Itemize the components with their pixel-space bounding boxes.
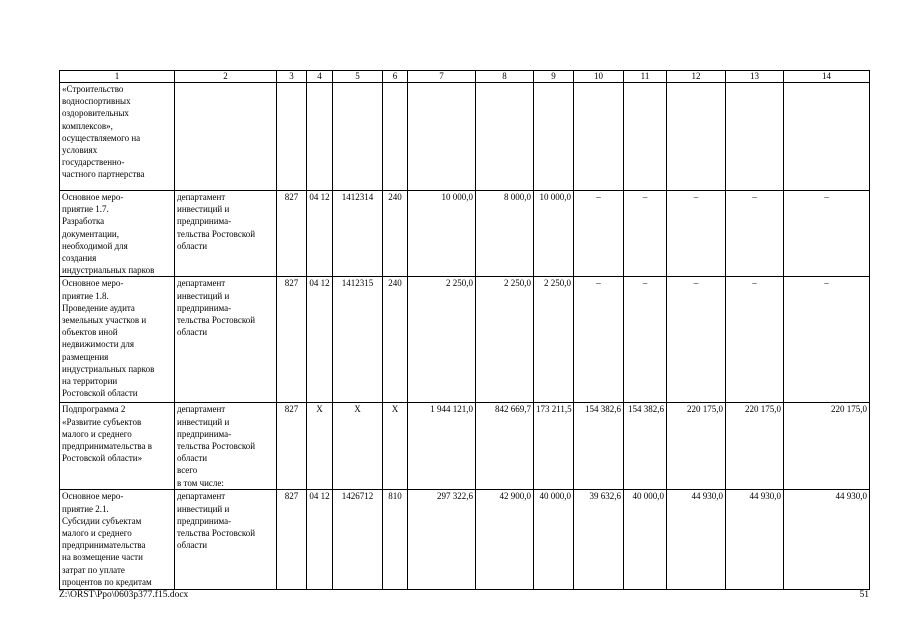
vr-cell: X xyxy=(383,403,408,490)
amount-cell: – xyxy=(726,191,784,277)
executor-cell: департамент инвестиций и предпринима- тельства Ростовской области xyxy=(175,191,277,277)
csr-cell: 1426712 xyxy=(333,490,383,590)
rzpr-cell: 04 12 xyxy=(307,490,333,590)
csr-cell: 1412314 xyxy=(333,191,383,277)
amount-cell: 8 000,0 xyxy=(476,191,534,277)
amount-cell: 44 930,0 xyxy=(667,490,726,590)
measure-name-cell: Основное меро- приятие 1.8. Проведение аудита земельных участков и объектов иной недвижимости для размещения индустриальных парков на территории Ростовской области xyxy=(60,277,175,403)
amount-cell xyxy=(574,83,624,191)
col-header: 13 xyxy=(726,71,784,83)
amount-cell: – xyxy=(574,191,624,277)
grbs-cell: 827 xyxy=(277,277,307,403)
amount-cell: – xyxy=(726,277,784,403)
amount-cell: 173 211,5 xyxy=(534,403,574,490)
table-row xyxy=(60,191,870,277)
grbs-cell: 827 xyxy=(277,403,307,490)
amount-cell: 42 900,0 xyxy=(476,490,534,590)
table-row xyxy=(60,490,870,590)
amount-cell: 44 930,0 xyxy=(726,490,784,590)
amount-cell: 2 250,0 xyxy=(408,277,476,403)
amount-cell: – xyxy=(624,277,667,403)
executor-cell: департамент инвестиций и предпринима- тельства Ростовской области xyxy=(175,490,277,590)
header-row xyxy=(60,71,870,83)
measure-name-cell: «Строительство водноспортивных оздоровительных комплексов», осуществляемого на условиях государственно- частного партнерства xyxy=(60,83,175,191)
amount-cell: 1 944 121,0 xyxy=(408,403,476,490)
table-row xyxy=(60,403,870,490)
col-header: 12 xyxy=(667,71,726,83)
amount-cell: 40 000,0 xyxy=(534,490,574,590)
measure-name-cell: Основное меро- приятие 1.7. Разработка документации, необходимой для создания индустриальных парков xyxy=(60,191,175,277)
amount-cell xyxy=(784,83,870,191)
amount-cell: 39 632,6 xyxy=(574,490,624,590)
csr-cell xyxy=(333,83,383,191)
amount-cell: 297 322,6 xyxy=(408,490,476,590)
col-header: 2 xyxy=(175,71,277,83)
amount-cell: 220 175,0 xyxy=(784,403,870,490)
measure-name-cell: Основное меро- приятие 2.1. Субсидии субъектам малого и среднего предпринимательства на возмещение части затрат по уплате процентов по кредитам xyxy=(60,490,175,590)
amount-cell: – xyxy=(784,191,870,277)
amount-cell: 2 250,0 xyxy=(476,277,534,403)
amount-cell xyxy=(476,83,534,191)
grbs-cell xyxy=(277,83,307,191)
amount-cell: 10 000,0 xyxy=(534,191,574,277)
amount-cell: 40 000,0 xyxy=(624,490,667,590)
page-number: 51 xyxy=(859,590,869,600)
col-header: 3 xyxy=(277,71,307,83)
table-row xyxy=(60,277,870,403)
amount-cell: 220 175,0 xyxy=(667,403,726,490)
amount-cell xyxy=(408,83,476,191)
vr-cell: 240 xyxy=(383,277,408,403)
col-header: 6 xyxy=(383,71,408,83)
csr-cell: 1412315 xyxy=(333,277,383,403)
amount-cell: 154 382,6 xyxy=(574,403,624,490)
col-header: 10 xyxy=(574,71,624,83)
col-header: 7 xyxy=(408,71,476,83)
csr-cell: X xyxy=(333,403,383,490)
col-header: 4 xyxy=(307,71,333,83)
amount-cell: 10 000,0 xyxy=(408,191,476,277)
table-row xyxy=(60,83,870,191)
amount-cell: – xyxy=(574,277,624,403)
amount-cell xyxy=(624,83,667,191)
page-footer xyxy=(59,590,869,600)
vr-cell xyxy=(383,83,408,191)
grbs-cell: 827 xyxy=(277,490,307,590)
amount-cell: 154 382,6 xyxy=(624,403,667,490)
measure-name-cell: Подпрограмма 2 «Развитие субъектов малого и среднего предпринимательства в Ростовской области» xyxy=(60,403,175,490)
executor-cell xyxy=(175,83,277,191)
budget-table xyxy=(59,70,870,590)
col-header: 14 xyxy=(784,71,870,83)
amount-cell: – xyxy=(784,277,870,403)
amount-cell: 44 930,0 xyxy=(784,490,870,590)
vr-cell: 810 xyxy=(383,490,408,590)
amount-cell xyxy=(726,83,784,191)
executor-cell: департамент инвестиций и предпринима- тельства Ростовской области xyxy=(175,277,277,403)
rzpr-cell: X xyxy=(307,403,333,490)
amount-cell: 842 669,7 xyxy=(476,403,534,490)
col-header: 5 xyxy=(333,71,383,83)
amount-cell: – xyxy=(667,191,726,277)
col-header: 8 xyxy=(476,71,534,83)
executor-cell: департамент инвестиций и предпринима- тельства Ростовской области всего в том числе: xyxy=(175,403,277,490)
rzpr-cell xyxy=(307,83,333,191)
vr-cell: 240 xyxy=(383,191,408,277)
col-header: 11 xyxy=(624,71,667,83)
col-header: 1 xyxy=(60,71,175,83)
file-path: Z:\ORST\Ppo\0603p377.f15.docx xyxy=(59,590,189,600)
grbs-cell: 827 xyxy=(277,191,307,277)
amount-cell xyxy=(667,83,726,191)
amount-cell xyxy=(534,83,574,191)
amount-cell: 220 175,0 xyxy=(726,403,784,490)
amount-cell: 2 250,0 xyxy=(534,277,574,403)
amount-cell: – xyxy=(667,277,726,403)
rzpr-cell: 04 12 xyxy=(307,277,333,403)
rzpr-cell: 04 12 xyxy=(307,191,333,277)
col-header: 9 xyxy=(534,71,574,83)
amount-cell: – xyxy=(624,191,667,277)
